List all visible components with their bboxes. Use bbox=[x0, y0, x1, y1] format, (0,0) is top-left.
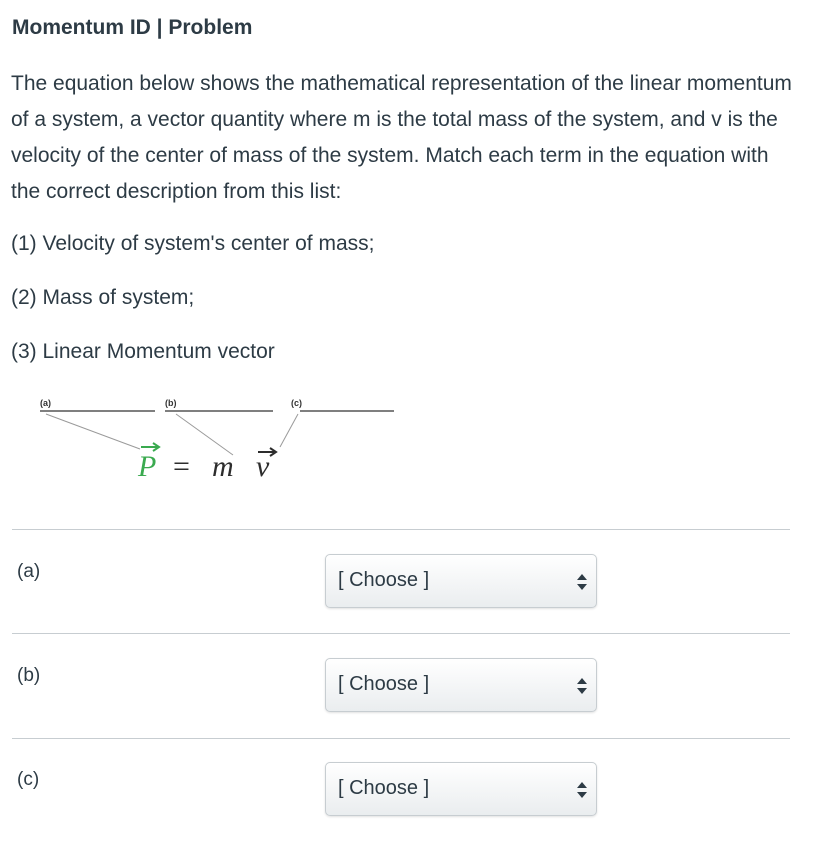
up-down-arrows-icon bbox=[577, 574, 587, 590]
up-down-arrows-icon bbox=[577, 782, 587, 798]
divider bbox=[12, 633, 790, 634]
answer-select-c[interactable] bbox=[325, 762, 597, 816]
answer-select-b-value: [ Choose ] bbox=[338, 673, 430, 695]
divider bbox=[12, 529, 790, 530]
answer-label-c: (c) bbox=[17, 769, 40, 790]
up-down-arrows-icon bbox=[577, 678, 587, 694]
figure-label-a: (a) bbox=[40, 398, 51, 408]
leader-line-c bbox=[280, 414, 298, 447]
equation-p: P bbox=[138, 450, 157, 483]
description-item-1: (1) Velocity of system's center of mass; bbox=[11, 232, 375, 255]
answer-select-c-value: [ Choose ] bbox=[338, 777, 430, 799]
question-prompt: The equation below shows the mathematical representation of the linear momentum of a system, a vector quantity where m is the total mass of the system, and v is the velocity of the center of mass of the system. Match each term in the equation with the correct description from this list: bbox=[11, 72, 792, 203]
answer-select-a[interactable] bbox=[325, 554, 597, 608]
figure-label-b: (b) bbox=[165, 398, 177, 408]
answer-label-b: (b) bbox=[17, 665, 41, 686]
divider bbox=[12, 738, 790, 739]
leader-line-b bbox=[176, 414, 233, 455]
equation-m: m bbox=[212, 450, 234, 483]
answer-select-a-value: [ Choose ] bbox=[338, 569, 430, 591]
equation-v: v bbox=[256, 450, 270, 483]
description-item-3: (3) Linear Momentum vector bbox=[11, 340, 275, 363]
description-item-2: (2) Mass of system; bbox=[11, 286, 195, 309]
answer-label-a: (a) bbox=[17, 561, 41, 582]
equation-figure bbox=[30, 392, 410, 492]
answer-select-b[interactable] bbox=[325, 658, 597, 712]
leader-line-a bbox=[46, 414, 140, 449]
equation-equals: = bbox=[173, 450, 190, 483]
figure-label-c: (c) bbox=[291, 398, 302, 408]
question-title: Momentum ID | Problem bbox=[12, 16, 253, 39]
